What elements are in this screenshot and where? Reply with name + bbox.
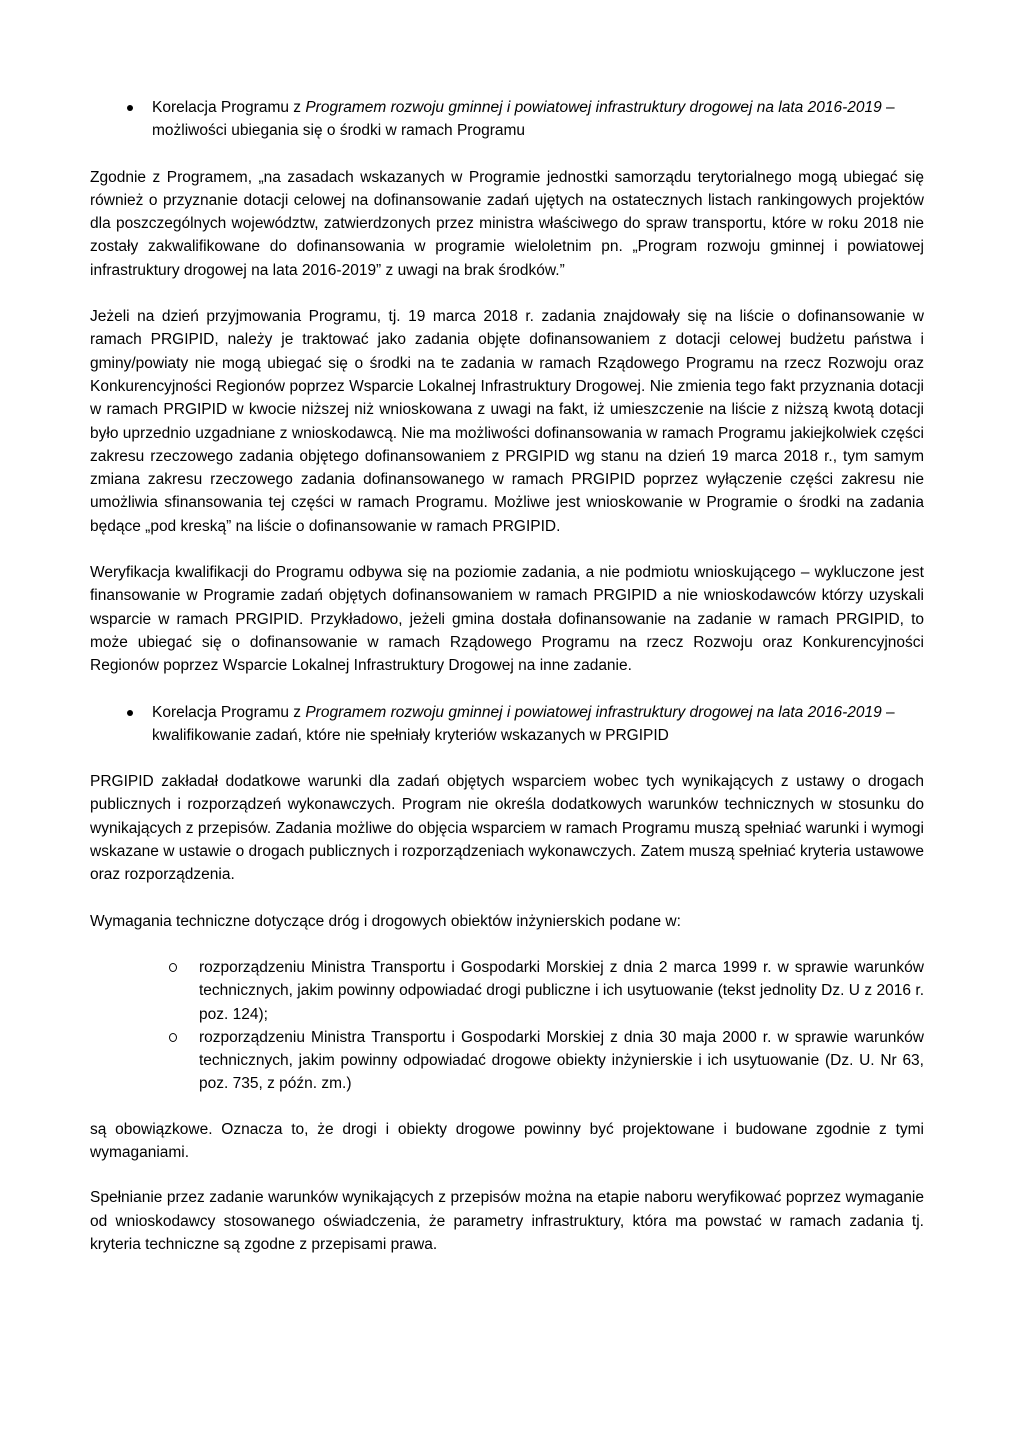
section-heading-1: Korelacja Programu z Programem rozwoju gminnej i powiatowej infrastruktury drogowej na lata 2016-2019 – możliwości ubiegania się o środki w ramach Programu <box>90 96 924 143</box>
paragraph-wymagania: Wymagania techniczne dotyczące dróg i drogowych obiektów inżynierskich podane w: <box>90 912 681 930</box>
list-item: rozporządzeniu Ministra Transportu i Gospodarki Morskiej z dnia 30 maja 2000 r. w sprawie warunków technicznych, jakim powinny odpowiadać drogowe obiekty inżynierskie i ich usytuowanie (Dz. U. Nr 63, poz. 735, z późn. zm.) <box>90 1026 924 1096</box>
paragraph-zgodnie: Zgodnie z Programem, „na zasadach wskazanych w Programie jednostki samorządu terytorialnego mogą ubiegać się również o przyznanie dotacji celowej na dofinansowanie zadań ujętych na ostatecznych listach rankingowych projektów dla poszczególnych województw, zatwierdzonych przez ministra właściwego do spraw transportu, które w roku 2018 nie zostały zakwalifikowane do dofinansowania w programie wieloletnim pn. „Program rozwoju gminnej i powiatowej infrastruktury drogowej na lata 2016-2019” z uwagi na brak środków.” <box>90 168 924 279</box>
program-title-italic: Programem rozwoju gminnej i powiatowej infrastruktury drogowej na lata 2016-2019 <box>305 703 882 721</box>
document-page <box>90 96 924 1256</box>
bullet-dot <box>127 105 133 111</box>
paragraph-jezeli: Jeżeli na dzień przyjmowania Programu, tj. 19 marca 2018 r. zadania znajdowały się na liście o dofinansowanie w ramach PRGIPID, należy je traktować jako zadania objęte dofinansowaniem z dotacji celowej budżetu państwa i gminy/powiaty nie mogą ubiegać się o środki na te zadania w ramach Rządowego Programu na rzecz Rozwoju oraz Konkurencyjności Regionów poprzez Wsparcie Lokalnej Infrastruktury Drogowej. Nie zmienia tego fakt przyznania dotacji w ramach PRGIPID w kwocie niższej niż wnioskowana z uwagi na fakt, iż umieszczenie na liście z niższą kwotą dotacji było uprzednio uzgadniane z wnioskodawcą. Nie ma możliwości dofinansowania w ramach Programu jakiejkolwiek części zakresu rzeczowego zadania objętego dofinansowaniem z PRGIPID wg stanu na dzień 19 marca 2018 r., tym samym zmiana zakresu rzeczowego zadania dofinansowanego w ramach PRGIPID poprzez wyłączenie części zakresu nie umożliwia sfinansowania tej części w ramach Programu. Możliwe jest wnioskowanie w Programie o środki na zadania będące „pod kreską” na liście o dofinansowanie w ramach PRGIPID. <box>90 308 924 535</box>
paragraph-prgipid: PRGIPID zakładał dodatkowe warunki dla zadań objętych wsparciem wobec tych wynikających z ustawy o drogach publicznych i rozporządzeń wykonawczych. Program nie określa dodatkowych warunków technicznych w stosunku do wynikających z przepisów. Zadania możliwe do objęcia wsparciem w ramach Programu muszą spełniać warunki i wymogi wskazane w ustawie o drogach publicznych i rozporządzeniach wykonawczych. Zatem muszą spełniać kryteria ustawowe oraz rozporządzenia. <box>90 773 924 884</box>
paragraph-weryfikacja: Weryfikacja kwalifikacji do Programu odbywa się na poziomie zadania, a nie podmiotu wnioskującego – wykluczone jest finansowanie w Programie zadań objętych dofinansowaniem w ramach PRGIPID a nie wnioskodawców którzy uzyskali wsparcie w ramach PRGIPID. Przykładowo, jeżeli gmina dostała dofinansowanie na zadanie w ramach PRGIPID, to może ubiegać się o dofinansowanie w ramach Rządowego Programu na rzecz Rozwoju oraz Konkurencyjności Regionów poprzez Wsparcie Lokalnej Infrastruktury Drogowej na inne zadanie. <box>90 564 924 675</box>
circle-bullet-icon <box>169 963 177 972</box>
section-heading-2: Korelacja Programu z Programem rozwoju gminnej i powiatowej infrastruktury drogowej na lata 2016-2019 – kwalifikowanie zadań, które nie spełniały kryteriów wskazanych w PRGIPID <box>90 701 924 748</box>
circle-bullet-icon <box>169 1033 177 1042</box>
program-title-italic: Programem rozwoju gminnej i powiatowej infrastruktury drogowej na lata 2016-2019 <box>305 99 882 116</box>
list-item: rozporządzeniu Ministra Transportu i Gospodarki Morskiej z dnia 2 marca 1999 r. w sprawie warunków technicznych, jakim powinny odpowiadać drogi publiczne i ich usytuowanie (tekst jednolity Dz. U z 2016 r. poz. 124); <box>90 956 924 1026</box>
paragraph-obowiazkowe: są obowiązkowe. Oznacza to, że drogi i obiekty drogowe powinny być projektowane i budowane zgodnie z tymi wymaganiami. <box>90 1120 924 1161</box>
paragraph-spelnianie: Spełnianie przez zadanie warunków wynikających z przepisów można na etapie naboru weryfikować poprzez wymaganie od wnioskodawcy stosowanego oświadczenia, że parametry infrastruktury, która ma powstać w ramach zadania tj. kryteria techniczne są zgodne z przepisami prawa. <box>90 1189 924 1253</box>
bullet-dot <box>127 710 133 716</box>
